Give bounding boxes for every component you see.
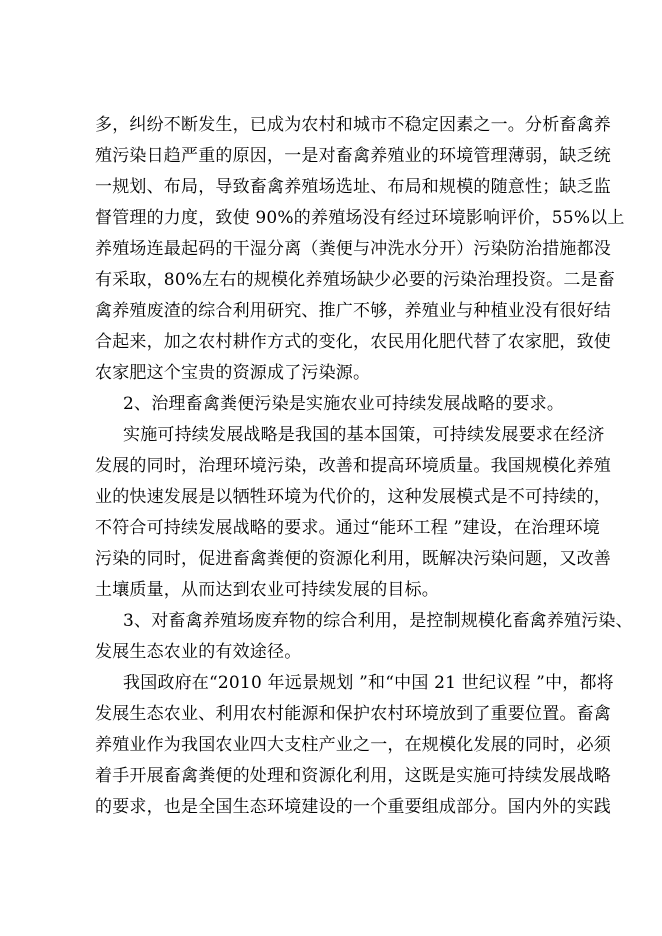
section-heading: 3、对畜禽养殖场废弃物的综合利用，是控制规模化畜禽养殖污染、 xyxy=(123,611,633,631)
text-line: 殖污染日趋严重的原因，一是对畜禽养殖业的环境管理薄弱，缺乏统 xyxy=(95,146,611,166)
text-line: 禽养殖废渣的综合利用研究、推广不够，养殖业与种植业没有很好结 xyxy=(95,301,611,321)
text-line: 不符合可持续发展战略的要求。通过“能环工程 ”建设，在治理环境 xyxy=(95,518,600,538)
text-line: 发展的同时，治理环境污染，改善和提高环境质量。我国规模化养殖 xyxy=(95,456,611,476)
text-line: 发展生态农业、利用农村能源和保护农村环境放到了重要位置。畜禽 xyxy=(95,704,611,724)
text-line: 养殖场连最起码的干湿分离（粪便与冲洗水分开）污染防治措施都没 xyxy=(95,239,611,259)
section-heading-continued: 发展生态农业的有效途径。 xyxy=(95,642,302,662)
text-line: 农家肥这个宝贵的资源成了污染源。 xyxy=(95,363,371,383)
text-line: 实施可持续发展战略是我国的基本国策，可持续发展要求在经济 xyxy=(123,425,605,445)
text-line: 多，纠纷不断发生，已成为农村和城市不稳定因素之一。分析畜禽养 xyxy=(95,115,611,135)
text-line: 的要求，也是全国生态环境建设的一个重要组成部分。国内外的实践 xyxy=(95,797,611,817)
text-line: 土壤质量，从而达到农业可持续发展的目标。 xyxy=(95,580,439,600)
text-line: 业的快速发展是以牺牲环境为代价的，这种发展模式是不可持续的， xyxy=(95,487,611,507)
text-line: 一规划、布局，导致畜禽养殖场选址、布局和规模的随意性；缺乏监 xyxy=(95,177,611,197)
text-line: 我国政府在“2010 年远景规划 ”和“中国 21 世纪议程 ”中，都将 xyxy=(123,673,614,693)
text-line: 有采取，80%左右的规模化养殖场缺少必要的污染治理投资。二是畜 xyxy=(95,270,615,290)
text-line: 督管理的力度，致使 90%的养殖场没有经过环境影响评价，55%以上 xyxy=(95,208,625,228)
text-line: 合起来，加之农村耕作方式的变化，农民用化肥代替了农家肥，致使 xyxy=(95,332,611,352)
section-heading: 2、治理畜禽粪便污染是实施农业可持续发展战略的要求。 xyxy=(123,394,565,414)
text-line: 着手开展畜禽粪便的处理和资源化利用，这既是实施可持续发展战略 xyxy=(95,766,611,786)
text-line: 养殖业作为我国农业四大支柱产业之一，在规模化发展的同时，必须 xyxy=(95,735,611,755)
text-line: 污染的同时，促进畜禽粪便的资源化利用，既解决污染问题，又改善 xyxy=(95,549,611,569)
